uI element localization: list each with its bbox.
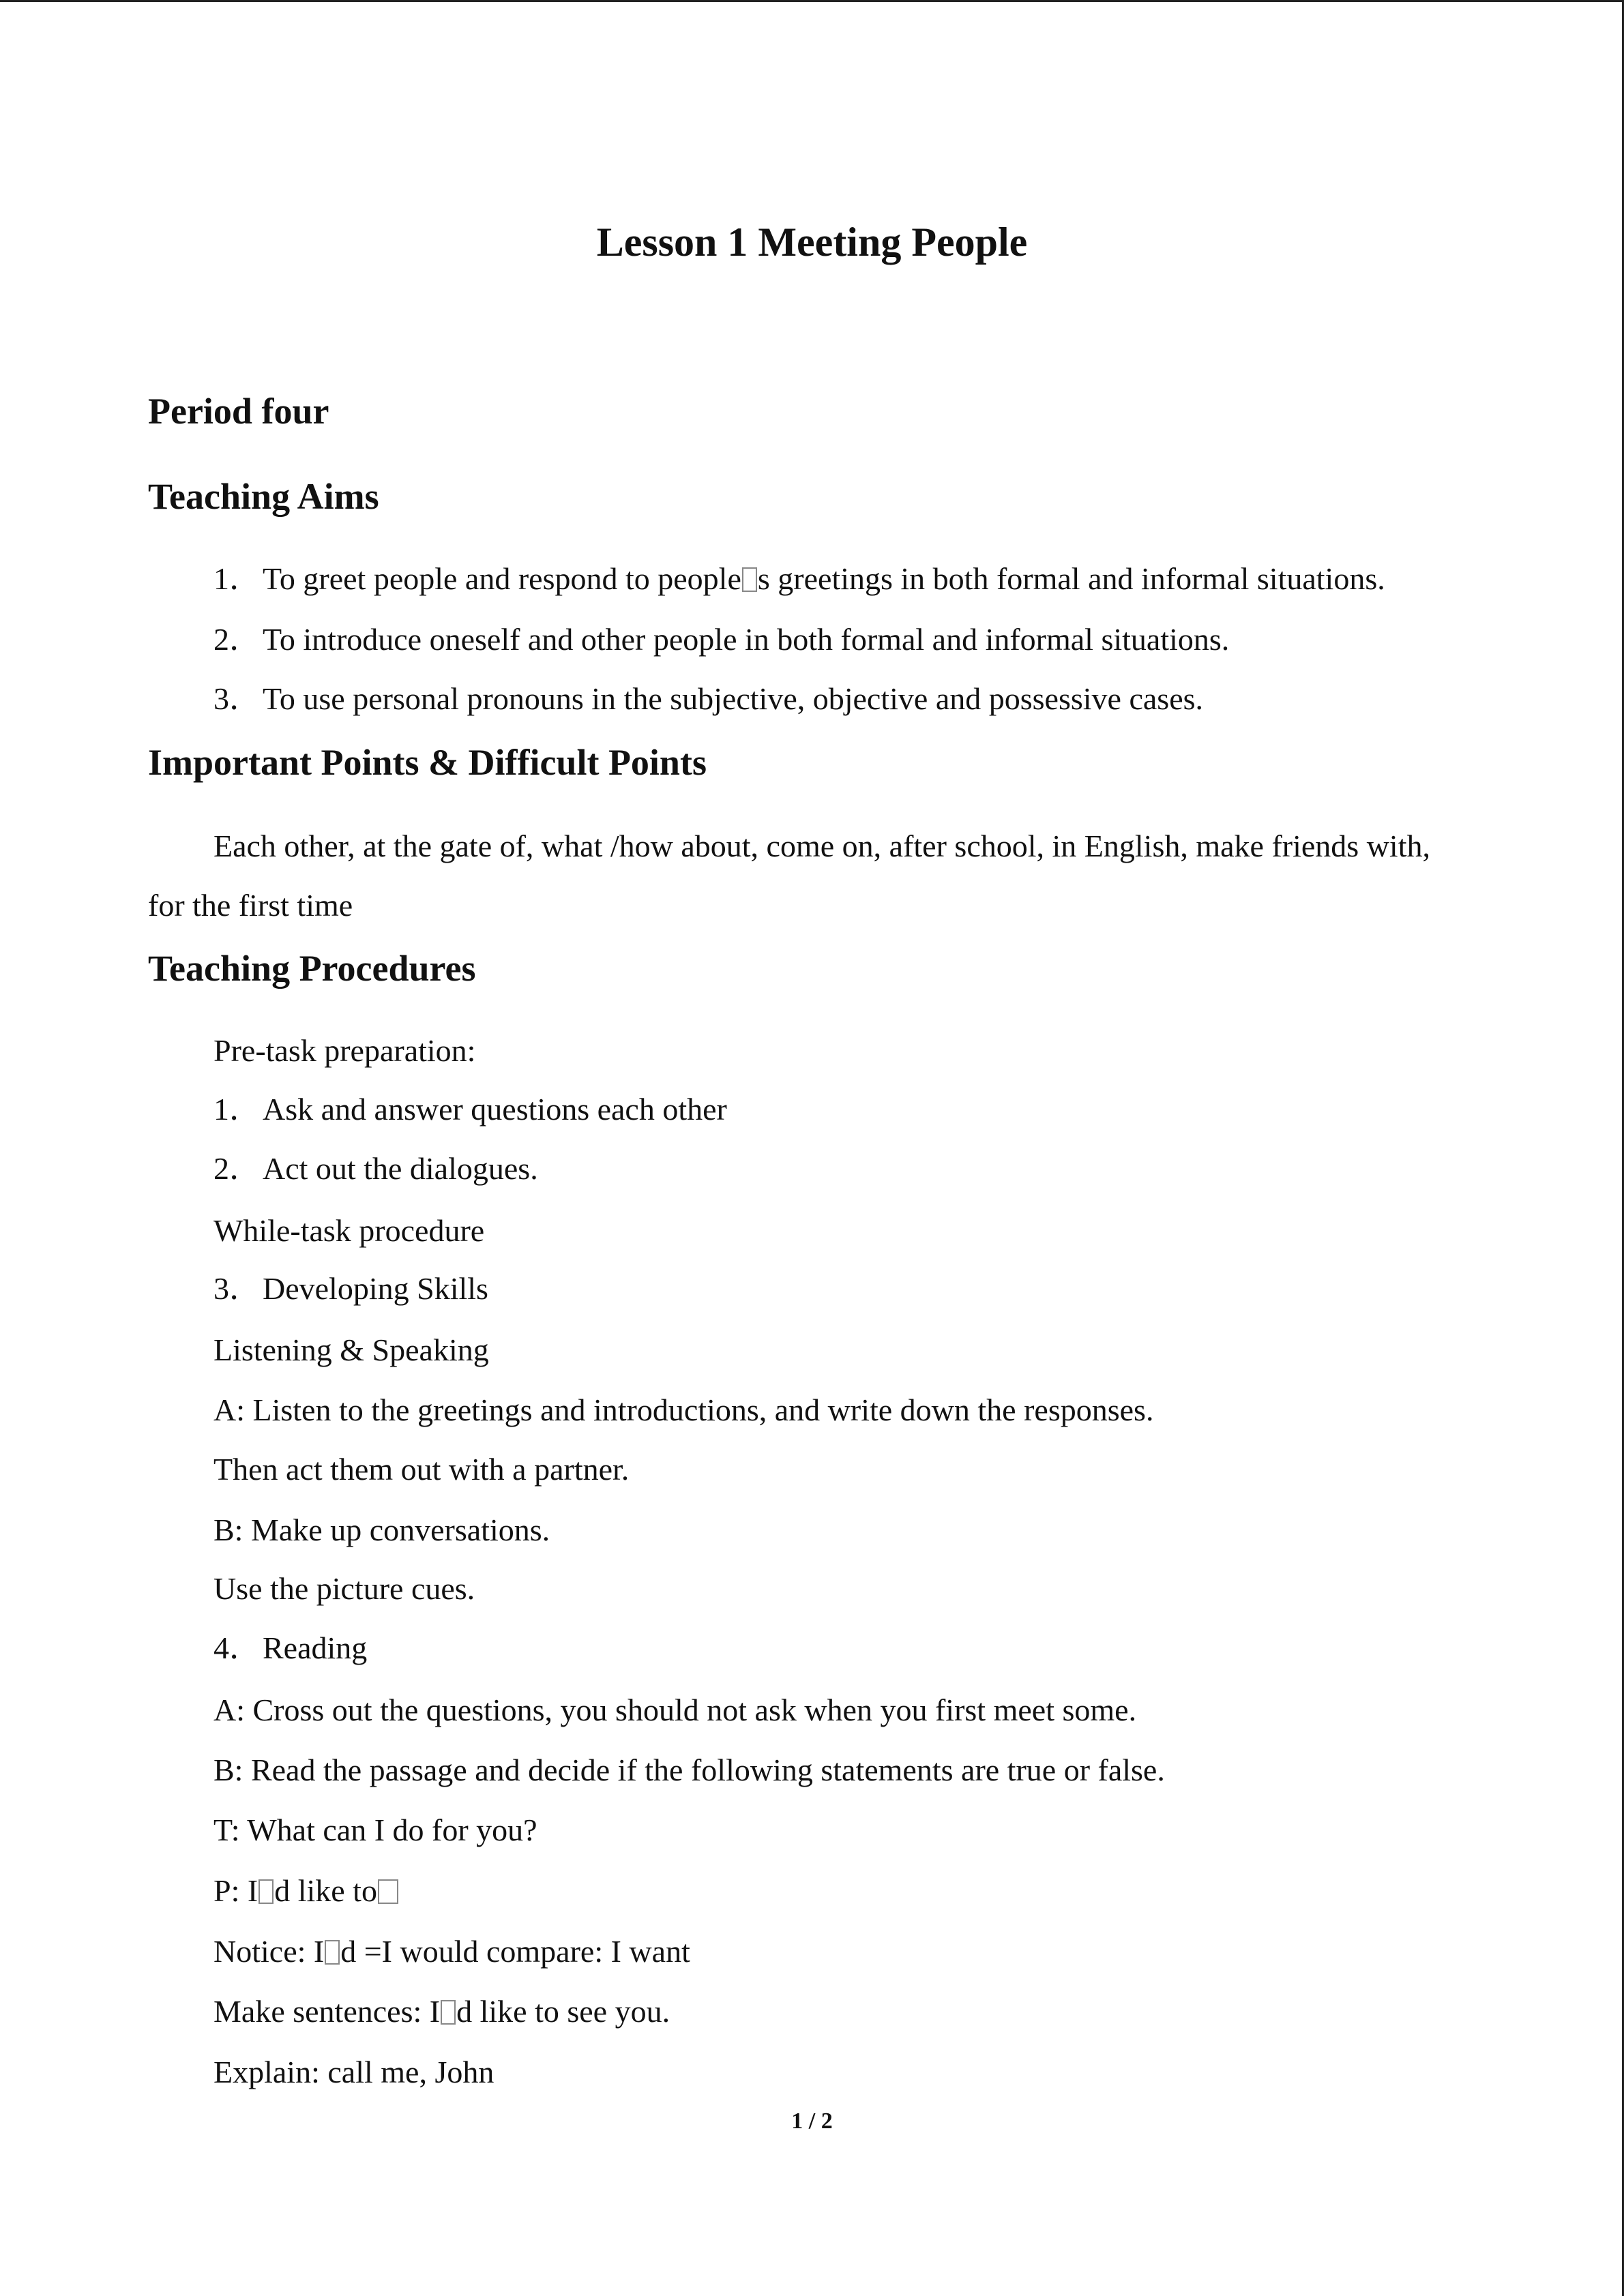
pupil-text-part2: d like to [274,1873,377,1908]
aim-number: 2． [213,622,261,657]
make-text-part1: Make sentences: I [213,1994,441,2029]
step-text: Reading [263,1630,368,1665]
notice-line [213,1931,690,1972]
notice-text-part2: d =I would compare: I want [340,1934,690,1969]
procedure-step-2 [213,1148,538,1189]
activity-a-listen: A: Listen to the greetings and introductions, and write down the responses. [213,1392,1154,1427]
aim-text: To introduce oneself and other people in both formal and informal situations. [263,622,1230,657]
step-number: 1． [213,1092,261,1127]
aim-number: 3． [213,681,261,716]
step-number: 3． [213,1271,261,1306]
step-text: Developing Skills [263,1271,488,1306]
procedure-step-4 [213,1628,367,1669]
make-sentences-line [213,1991,670,2032]
aim-item-1 [213,558,1385,599]
step-number: 2． [213,1151,261,1186]
aim-item-2 [213,619,1229,660]
pre-task-label: Pre-task preparation: [213,1033,476,1068]
activity-b-make: B: Make up conversations. [213,1512,550,1547]
step-text: Act out the dialogues. [263,1151,538,1186]
points-text-line-1: Each other, at the gate of, what /how about, come on, after school, in English, make friends with, [213,829,1430,863]
aim-item-3 [213,679,1203,719]
procedure-step-1 [213,1089,727,1130]
missing-glyph-icon [325,1940,340,1965]
picture-cues-line: Use the picture cues. [213,1571,475,1606]
page-number: 1 / 2 [791,2108,833,2134]
points-text-line-2: for the first time [148,888,353,923]
step-number: 4． [213,1630,261,1665]
important-points-heading: Important Points & Difficult Points [148,742,707,783]
notice-text-part1: Notice: I [213,1934,325,1969]
aim-text: To use personal pronouns in the subjective, objective and possessive cases. [263,681,1204,716]
missing-glyph-icon [441,2000,456,2025]
aim-text-part1: To greet people and respond to people [263,561,741,596]
activity-a-cross: A: Cross out the questions, you should not ask when you first meet some. [213,1693,1137,1727]
missing-glyph-icon [742,567,757,592]
act-out-line: Then act them out with a partner. [213,1452,630,1487]
explain-line: Explain: call me, John [213,2055,494,2089]
teacher-line: T: What can I do for you? [213,1813,537,1847]
document-title: Lesson 1 Meeting People [596,220,1028,265]
pupil-line [213,1870,399,1911]
missing-glyph-icon [378,1879,398,1904]
teaching-aims-heading: Teaching Aims [148,476,379,517]
aim-number: 1． [213,561,261,596]
missing-glyph-icon [259,1879,274,1904]
pupil-text-part1: P: I [213,1873,259,1908]
while-task-label: While-task procedure [213,1213,485,1248]
period-heading: Period four [148,391,329,432]
activity-b-read: B: Read the passage and decide if the following statements are true or false. [213,1753,1165,1787]
aim-text-part2: s greetings in both formal and informal situations. [757,561,1385,596]
step-text: Ask and answer questions each other [263,1092,727,1127]
teaching-procedures-heading: Teaching Procedures [148,948,476,989]
listening-speaking-label: Listening & Speaking [213,1332,489,1367]
make-text-part2: d like to see you. [456,1994,670,2029]
procedure-step-3 [213,1268,488,1309]
